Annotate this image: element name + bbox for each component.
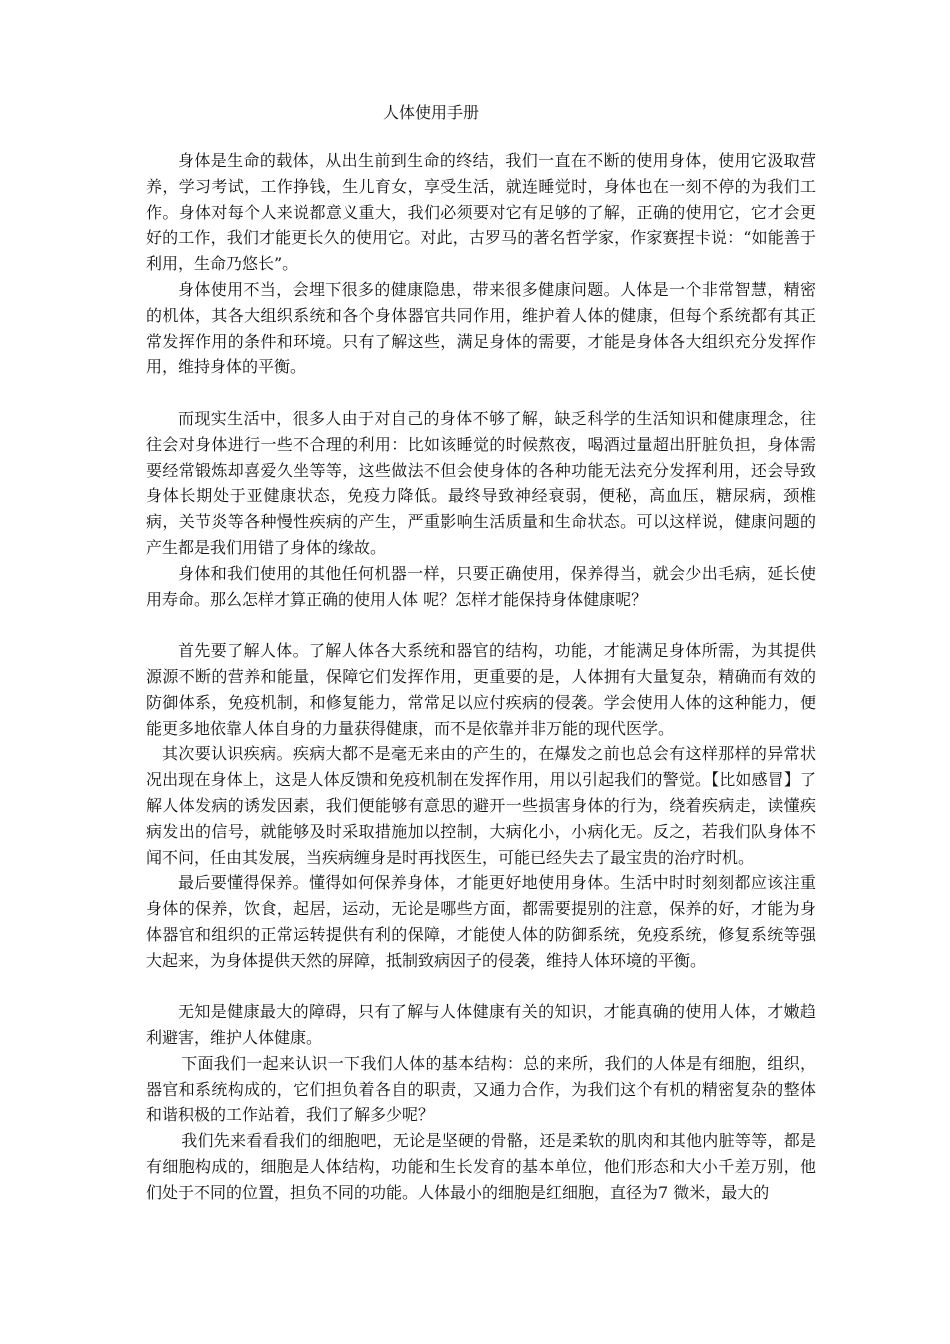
paragraph-body-as-vessel: 身体是生命的载体，从出生前到生命的终结，我们一直在不断的使用身体，使用它汲取营养，学习考试，工作挣钱，生儿育女，享受生活，就连睡觉时，身体也在一刻不停的为我们工作。身体对每个人来说都意义重大，我们必须要对它有足够的了解，正确的使用它，它才会更好的工作，我们才能更长久的使用它。对此，古罗马的著名哲学家，作家赛捏卡说：“如能善于利用，生命乃悠长”。 — [146, 151, 816, 274]
paragraph-like-machine: 身体和我们使用的其他任何机器一样，只要正确使用，保养得当，就会少出毛病，延长使用寿命。那么怎样才算正确的使用人体 呢？怎样才能保持身体健康呢？ — [146, 563, 816, 609]
paragraph-maintenance: 最后要懂得保养。懂得如何保养身体，才能更好地使用身体。生活中时时刻刻都应该注重身体的保养，饮食，起居，运动，无论是哪些方面，都需要提别的注意，保养的好，才能为身体器官和组织的正常运转提供有利的保障，才能使人体的防御系统，免疫系统，修复系统等强大起来，为身体提供天然的屏障，抵制致病因子的侵袭，维持人体环境的平衡。 — [146, 873, 816, 970]
paragraph-ignorance: 无知是健康最大的障碍，只有了解与人体健康有关的知识，才能真确的使用人体，才嫩趋利避害，维护人体健康。 — [146, 1002, 816, 1048]
paragraph-recognize-disease: 其次要认识疾病。疾病大都不是毫无来由的产生的，在爆发之前也总会有这样那样的异常状况出现在身体上，这是人体反馈和免疫机制在发挥作用，用以引起我们的警觉。【比如感冒】了解人体发病的诱发因素，我们便能够有意思的避开一些损害身体的行为，绕着疾病走，读懂疾病发出的信号，就能够及时采取措施加以控制，大病化小，小病化无。反之，若我们队身体不闻不问，任由其发展，当疾病缠身是时再找医生，可能已经失去了最宝贵的治疗时机。 — [146, 744, 816, 867]
paragraph-body-structure: 下面我们一起来认识一下我们人体的基本结构：总的来所，我们的人体是有细胞，组织，器官和系统构成的，它们担负着各自的职责，又通力合作，为我们这个有机的精密复杂的整体和谐积极的工作站着，我们了解多少呢？ — [146, 1053, 816, 1125]
paragraph-gap — [146, 380, 816, 406]
document-title: 人体使用手册 — [383, 103, 480, 122]
paragraph-cells: 我们先来看看我们的细胞吧，无论是坚硬的骨骼，还是柔软的肌肉和其他内脏等等，都是有细胞构成的，细胞是人体结构，功能和生长发育的基本单位，他们形态和大小千差万别，他们处于不同的位置，担负不同的功能。人体最小的细胞是红细胞，直径为7 微米，最大的 — [146, 1131, 816, 1202]
document-body — [146, 148, 816, 1206]
paragraph-gap — [146, 612, 816, 638]
paragraph-gap — [146, 974, 816, 1000]
paragraph-real-life-misuse: 而现实生活中，很多人由于对自己的身体不够了解，缺乏科学的生活知识和健康理念，往往会对身体进行一些不合理的利用：比如该睡觉的时候熬夜，喝酒过量超出肝脏负担，身体需要经常锻炼却喜爱久坐等等，这些做法不但会使身体的各种功能无法充分发挥利用，还会导致身体长期处于亚健康状态，免疫力降低。最终导致神经衰弱，便秘，高血压，糖尿病，颈椎病，关节炎等各种慢性疾病的产生，严重影响生活质量和生命状态。可以这样说，健康问题的产生都是我们用错了身体的缘故。 — [146, 408, 816, 557]
paragraph-understand-body: 首先要了解人体。了解人体各大系统和器官的结构，功能，才能满足身体所需，为其提供源源不断的营养和能量，保障它们发挥作用，更重要的是，人体拥有大量复杂，精确而有效的防御体系，免疫机制，和修复能力，常常足以应付疾病的侵袭。学会使用人体的这种能力，便能更多地依靠人体自身的力量获得健康，而不是依靠并非万能的现代医学。 — [146, 641, 816, 738]
paragraph-improper-use: 身体使用不当，会埋下很多的健康隐患，带来很多健康问题。人体是一个非常智慧，精密的机体，其各大组织系统和各个身体器官共同作用，维护着人体的健康，但每个系统都有其正常发挥作用的条件和环境。只有了解这些，满足身体的需要，才能是身体各大组织充分发挥作用，维持身体的平衡。 — [146, 279, 816, 377]
